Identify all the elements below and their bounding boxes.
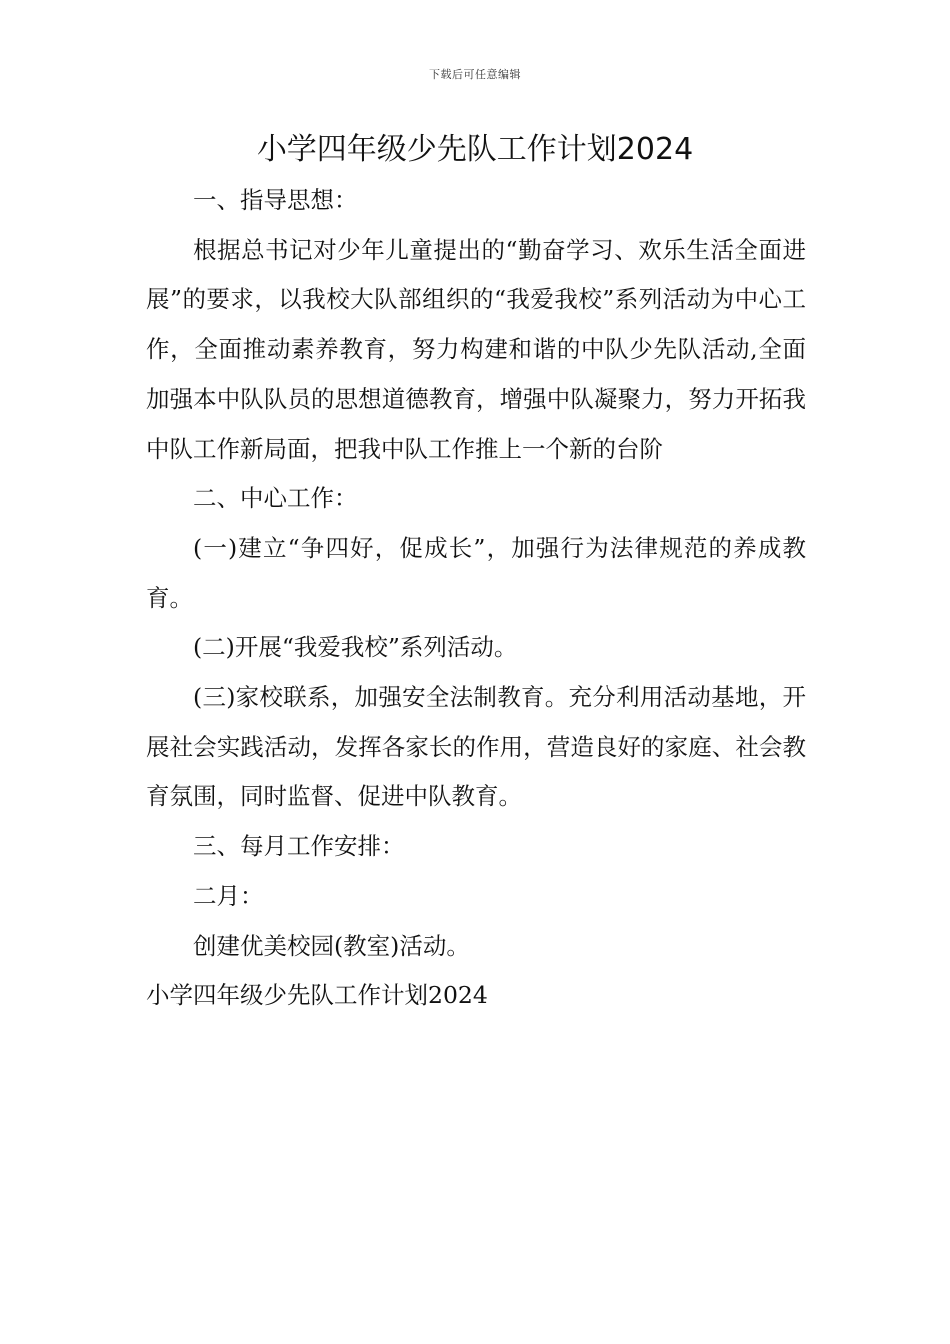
header-note: 下载后可任意编辑: [429, 68, 521, 81]
section-heading-monthly-plan: 三、每月工作安排：: [193, 832, 405, 861]
paragraph-guiding-thought: 根据总书记对少年儿童提出的“勤奋学习、欢乐生活全面进展”的要求，以我校大队部组织的“我爱我校”系列活动为中心工作，全面推动素养教育，努力构建和谐的中队少先队活动,全面加强本中队队员的思想道德教育，增强中队凝聚力，努力开拓我中队工作新局面，把我中队工作推上一个新的台阶: [146, 235, 806, 463]
document-title: 小学四年级少先队工作计划2024: [256, 132, 694, 167]
paragraph-item-three: (三)家校联系，加强安全法制教育。充分利用活动基地，开展社会实践活动，发挥各家长的作用，营造良好的家庭、社会教育氛围，同时监督、促进中队教育。: [146, 683, 806, 811]
paragraph-february-activity: 创建优美校园(教室)活动。: [193, 931, 470, 960]
paragraph-item-one: (一)建立“争四好，促成长”，加强行为法律规范的养成教育。: [146, 533, 806, 612]
section-heading-central-work: 二、中心工作：: [193, 484, 358, 513]
repeated-title: 小学四年级少先队工作计划2024: [146, 981, 488, 1010]
paragraph-item-two: (二)开展“我爱我校”系列活动。: [193, 633, 518, 662]
document-body: [146, 176, 806, 1021]
month-heading-february: 二月：: [193, 881, 264, 910]
section-heading-guiding-thought: 一、指导思想：: [193, 186, 358, 214]
